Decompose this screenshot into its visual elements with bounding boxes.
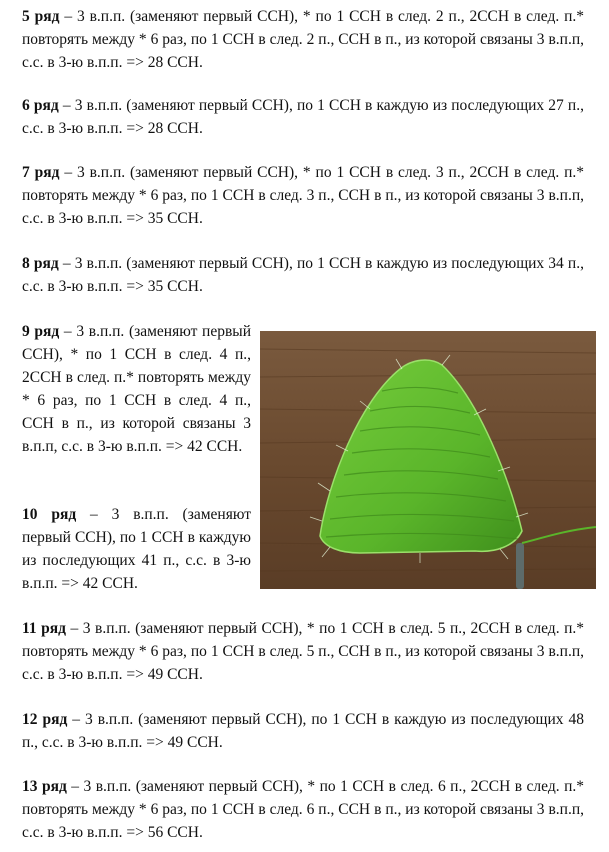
row-text: – 3 в.п.п. (заменяют первый ССН), * по 1 ССН в след. 6 п., 2ССН в след. п.* повторять между * 6 раз, по 1 ССН в след. 6 п., ССН в п., из которой связаны 3 в.п.п, с.с. в 3-ю в.п.п. => 56 ССН. — [22, 778, 584, 841]
row-label: 12 ряд — [22, 711, 68, 728]
row-13 — [22, 775, 584, 844]
row-text: – 3 в.п.п. (заменяют первый ССН), * по 1 ССН в след. 3 п., 2ССН в след. п.* повторять между * 6 раз, по 1 ССН в след. 3 п., ССН в п., из которой связаны 3 в.п.п, с.с. в 3-ю в.п.п. => 35 ССН. — [22, 164, 584, 227]
row-11 — [22, 617, 584, 686]
row-label: 13 ряд — [22, 778, 67, 795]
row-7 — [22, 161, 584, 230]
row-text: – 3 в.п.п. (заменяют первый ССН), * по 1 ССН в след. 5 п., 2ССН в след. п.* повторять между * 6 раз, по 1 ССН в след. 5 п., ССН в п., из которой связаны 3 в.п.п, с.с. в 3-ю в.п.п. => 49 ССН. — [22, 620, 585, 683]
row-10 — [22, 503, 251, 595]
row-6 — [22, 94, 584, 140]
row-text: – 3 в.п.п. (заменяют первый ССН), * по 1 ССН в след. 4 п., 2ССН в след. п.* повторять между * 6 раз, по 1 ССН в след. 4 п., ССН в п., из которой связаны 3 в.п.п, с.с. в 3-ю в.п.п. => 42 ССН. — [22, 323, 251, 455]
row-9 — [22, 320, 251, 458]
row-label: 9 ряд — [22, 323, 60, 340]
row-label: 6 ряд — [22, 97, 59, 114]
row-label: 8 ряд — [22, 255, 59, 272]
row-8 — [22, 252, 584, 298]
row-label: 7 ряд — [22, 164, 60, 181]
row-text: – 3 в.п.п. (заменяют первый ССН), по 1 ССН в каждую из последующих 41 п., с.с. в 3-ю в.п.п. => 42 ССН. — [22, 506, 251, 592]
row-text: – 3 в.п.п. (заменяют первый ССН), по 1 ССН в каждую из последующих 48 п., с.с. в 3-ю в.п.п. => 49 ССН. — [22, 711, 584, 751]
row-label: 5 ряд — [22, 8, 60, 25]
row-label: 10 ряд — [22, 506, 77, 523]
row-text: – 3 в.п.п. (заменяют первый ССН), по 1 ССН в каждую из последующих 34 п., с.с. в 3-ю в.п.п. => 35 ССН. — [22, 255, 584, 295]
row-text: – 3 в.п.п. (заменяют первый ССН), по 1 ССН в каждую из последующих 27 п., с.с. в 3-ю в.п.п. => 28 ССН. — [22, 97, 584, 137]
row-5 — [22, 5, 584, 74]
row-label: 11 ряд — [22, 620, 67, 637]
row-text: – 3 в.п.п. (заменяют первый ССН), * по 1 ССН в след. 2 п., 2ССН в след. п.* повторять между * 6 раз, по 1 ССН в след. 2 п., ССН в п., из которой связаны 3 в.п.п, с.с. в 3-ю в.п.п. => 28 ССН. — [22, 8, 584, 71]
green-crochet-cone-photo — [260, 331, 596, 589]
row-12 — [22, 708, 584, 754]
